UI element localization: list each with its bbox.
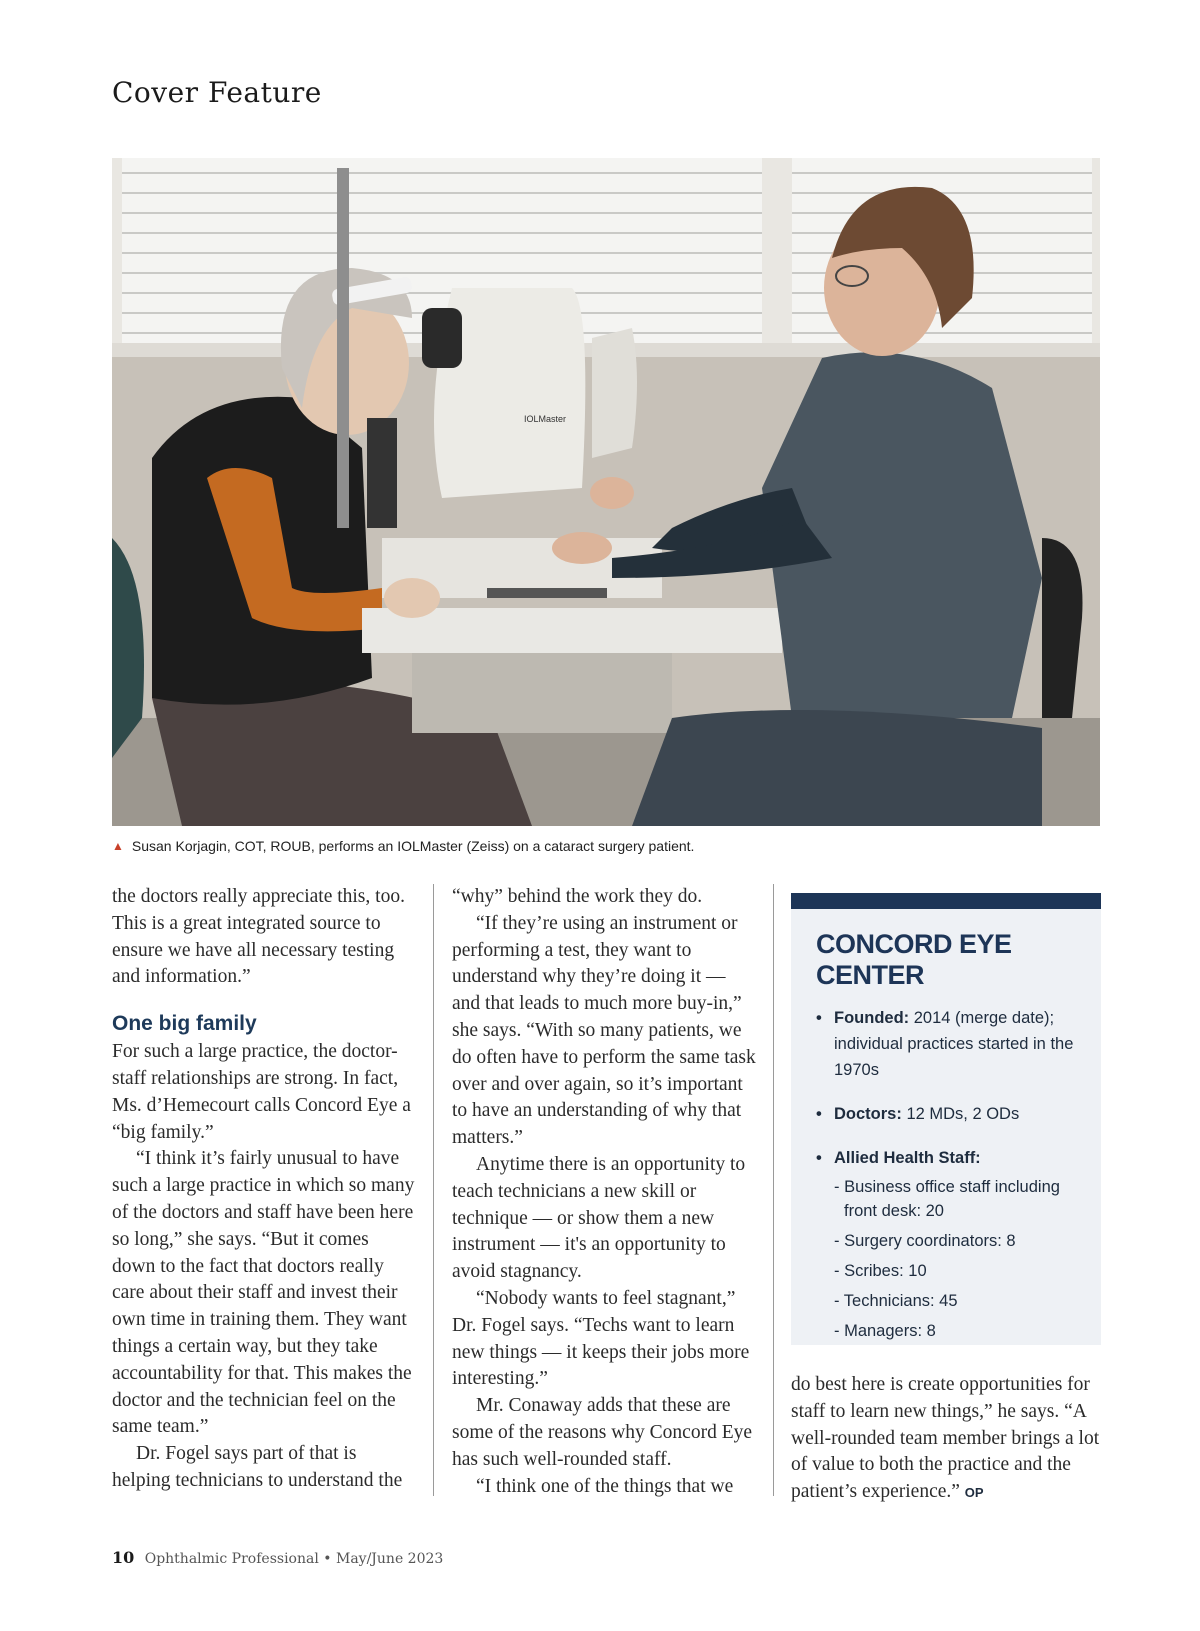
column-divider-2	[773, 884, 774, 1496]
section-label: Cover Feature	[112, 76, 322, 109]
column-3	[791, 1372, 1101, 1507]
sidebar-top-bar	[791, 893, 1101, 909]
staff-label: Allied Health Staff:	[834, 1149, 981, 1167]
footer-separator: •	[323, 1551, 332, 1567]
sidebar-item-founded	[816, 1005, 1087, 1083]
doctors-label: Doctors:	[834, 1105, 902, 1123]
col2-paragraph-2: “If they’re using an instrument or performing a test, they want to understand why they’re doing it — and that leads to much more buy-in,” she says. “With so many patients, we do often have to perform the same task over and over again, so it’s important to have an understanding of why that matters.”	[452, 912, 756, 1149]
col2-paragraph-5: Mr. Conaway adds that these are some of the reasons why Concord Eye has such well-rounded staff.	[452, 1395, 753, 1470]
col1-paragraph-2: For such a large practice, the doctor-staff relationships are strong. In fact, Ms. d’Hemecourt calls Concord Eye a “big family.”	[112, 1041, 411, 1143]
end-mark: OP	[964, 1485, 984, 1501]
col1-paragraph-4: Dr. Fogel says part of that is helping technicians to understand the	[112, 1443, 403, 1491]
cover-photo	[112, 158, 1100, 826]
staff-item: - Scribes: 10	[834, 1262, 927, 1280]
column-divider-1	[433, 884, 434, 1496]
founded-value: 2014 (merge date); individual practices started in the 1970s	[834, 1009, 1074, 1079]
col3-text: do best here is create opportunities for staff to learn new things,” he says. “A well-rounded team member brings a lot of value to both the practice and the patient’s experience.”	[791, 1374, 1100, 1503]
col3-paragraph-1	[791, 1372, 1101, 1507]
col2-paragraph-6: “I think one of the things that we	[476, 1475, 734, 1497]
col2-paragraph-1: “why” behind the work they do.	[452, 886, 703, 907]
publication-name: Ophthalmic Professional	[144, 1551, 319, 1567]
staff-item: - Managers: 8	[834, 1322, 936, 1340]
column-2	[452, 884, 756, 1500]
col1-paragraph-1: the doctors really appreciate this, too. This is a great integrated source to ensure we have all necessary testing and information.”	[112, 886, 405, 988]
sidebar-box	[791, 893, 1101, 1345]
instrument-label: IOLMaster	[524, 414, 567, 424]
column-1	[112, 884, 416, 1495]
staff-list	[834, 1175, 1087, 1343]
photo-illustration	[112, 158, 1100, 826]
page-number: 10	[112, 1548, 135, 1567]
page-footer	[112, 1548, 443, 1567]
staff-item: - Business office staff including front desk: 20	[834, 1178, 1060, 1220]
sidebar-item-doctors	[816, 1101, 1087, 1127]
subhead-one-big-family: One big family	[112, 1012, 257, 1036]
staff-item: - Surgery coordinators: 8	[834, 1232, 1016, 1250]
caption-text: Susan Korjagin, COT, ROUB, performs an IOLMaster (Zeiss) on a cataract surgery patient.	[131, 838, 695, 854]
issue-date: May/June 2023	[335, 1551, 444, 1567]
col2-paragraph-3: Anytime there is an opportunity to teach technicians a new skill or technique — or show them a new instrument — it's an opportunity to avoid stagnancy.	[452, 1153, 746, 1283]
caption-triangle-icon: ▲	[112, 839, 124, 853]
doctors-value: 12 MDs, 2 ODs	[906, 1105, 1020, 1123]
founded-label: Founded:	[834, 1009, 910, 1027]
col2-paragraph-4: “Nobody wants to feel stagnant,” Dr. Fogel says. “Techs want to learn new things — it keeps their jobs more interesting.”	[452, 1287, 750, 1390]
staff-item: - Technicians: 45	[834, 1292, 958, 1310]
photo-caption	[112, 838, 1100, 854]
sidebar-title: CONCORD EYE CENTER	[816, 929, 1012, 990]
sidebar-item-staff	[816, 1145, 1087, 1343]
col1-paragraph-3: “I think it’s fairly unusual to have such a large practice in which so many of the doctors and staff have been here so long,” she says. “But it comes down to the fact that doctors really care about their staff and invest their own time in training them. They want things a certain way, but they take accountability for that. This makes the doctor and the technician feel on the same team.”	[112, 1148, 415, 1438]
